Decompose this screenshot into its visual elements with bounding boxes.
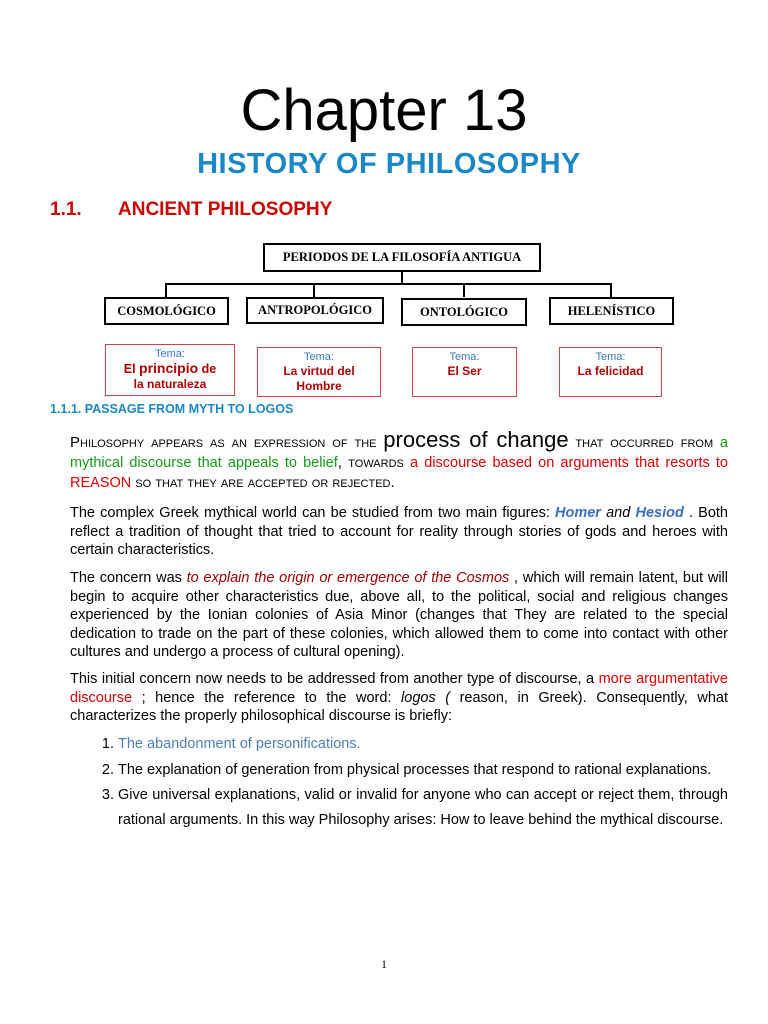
p3-emphasis: to explain the origin or emergence of the Cosmos [186,570,510,586]
tema-box-antropologico [257,347,381,397]
paragraph-2 [70,504,728,560]
tema-value-line2: la naturaleza [133,377,207,391]
tema-box-helenistico [559,347,662,397]
p4-text: This initial concern now needs to be addressed from another type of discourse, a [70,671,599,687]
p2-homer: Homer [555,505,601,521]
period-box-antropologico: ANTROPOLÓGICO [246,297,384,324]
period-box-cosmologico: COSMOLÓGICO [104,297,229,325]
tema-label: Tema: [155,348,185,360]
list-item-text: The abandonment of personifications. [118,736,361,752]
p1-text: Philosophy appears as an expression of the [70,434,377,451]
tema-box-ontologico [412,347,517,397]
p1-emphasis: process of change [383,427,569,452]
list-item-text: The explanation of generation from physical processes that respond to rational explanations. [118,761,712,778]
p2-text: The complex Greek mythical world can be studied from two main figures: [70,505,556,521]
list-item [118,758,728,783]
p1-argument-discourse: a discourse based on arguments that resorts to [410,455,729,471]
period-box-helenistico: HELENÍSTICO [549,297,674,325]
connector-drop [313,283,315,297]
diagram-root-box: PERIODOS DE LA FILOSOFÍA ANTIGUA [263,243,541,272]
characteristics-list [70,732,728,833]
p4-logos: logos ( [401,689,451,706]
p3-text-rest: , which will remain latent, but will begin to acquire other characteristics due, above all, to the political, social and religious changes experienced by the Ionian colonies of Asia Minor (changes that They are related to the special dedication to trade on the part of these colonies, which allowed them to come into contact with other cultures and undergo a process of cultural opening). [70,570,728,660]
p2-and: and [600,505,636,521]
connector-drop [610,283,612,297]
tema-value: El principio de [123,360,217,376]
p2-text-rest: . Both reflect a tradition of thought that tried to account for reality through stories of gods and heroes with certain characteristics. [70,505,728,558]
connector-horizontal [165,283,611,285]
tema-label: Tema: [304,351,334,363]
book-subtitle: HISTORY OF PHILOSOPHY [197,148,581,180]
p1-text: that occurred from [575,434,714,451]
p3-text: The concern was [70,570,187,586]
section-number: 1.1. [50,199,82,220]
p1-reason: REASON [70,475,132,491]
tema-label: Tema: [595,351,626,363]
page-number: 1 [381,957,387,971]
section-title: ANCIENT PHILOSOPHY [118,199,333,220]
tema-value: La virtud del [283,364,355,378]
connector-drop [165,283,167,297]
p1-mythical-discourse: a mythical discourse that appeals to belief [70,435,728,471]
paragraph-1 [70,427,729,493]
period-box-ontologico: ONTOLÓGICO [401,298,527,326]
paragraph-3 [70,569,728,662]
p2-hesiod: Hesiod [635,505,684,521]
connector-drop [463,283,465,297]
list-item [118,732,728,757]
periods-diagram [0,0,768,400]
tema-value: El Ser [447,364,482,378]
subsection-heading: 1.1.1. PASSAGE FROM MYTH TO LOGOS [50,402,294,416]
tema-box-cosmologico [105,344,235,396]
tema-label: Tema: [449,351,480,363]
tema-value: La felicidad [577,364,644,378]
p4-text-rest: reason, in Greek). Consequently, what characterizes the properly philosophical discourse is briefly: [70,689,728,724]
p4-text: ; hence the reference to the word: [132,689,402,706]
p1-text: , towards [337,454,404,471]
connector-vertical [401,272,403,284]
list-item [118,783,728,832]
p1-text: so that they are accepted or rejected. [135,474,395,491]
p4-emphasis: more argumentative discourse [70,671,728,706]
list-item-text: Give universal explanations, valid or invalid for anyone who can accept or reject them, through rational arguments. In this way Philosophy arises: How to leave behind the mythical discourse. [118,787,728,828]
tema-value-line2: Hombre [296,379,342,393]
chapter-title: Chapter 13 [240,78,528,143]
paragraph-4 [70,670,728,726]
